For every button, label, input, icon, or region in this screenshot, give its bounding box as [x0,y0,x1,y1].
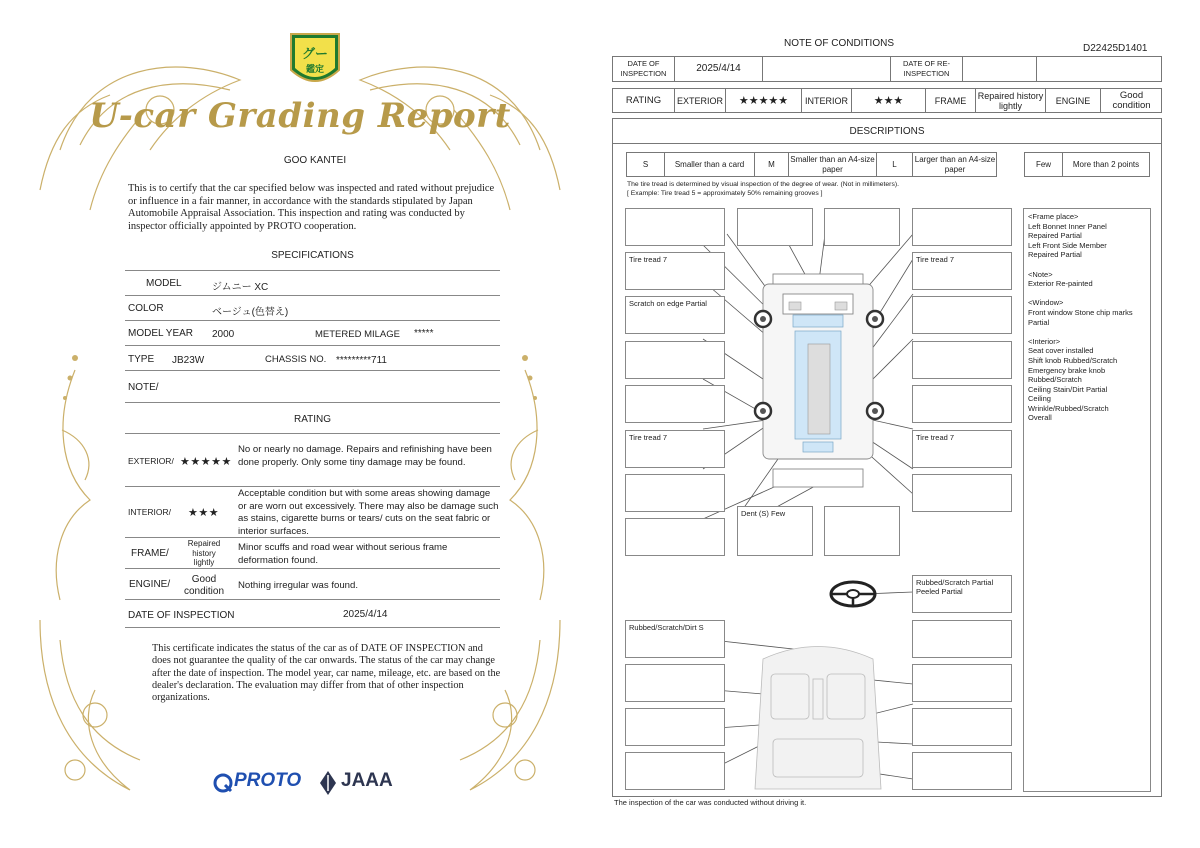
spec-row-model [125,271,500,296]
date-of-inspection-label: DATE OF INSPECTION [613,57,675,81]
exterior-label: EXTERIOR [675,89,726,112]
frame-value: Repaired history lightly [187,539,221,567]
rating-row-exterior [125,434,500,487]
report-title: U-car Grading Report [89,96,511,136]
rating-table [612,88,1162,113]
exterior-stars: ★★★★★ [726,89,802,112]
empty-cell [763,57,891,81]
legend-m: M [755,153,789,176]
color-label: COLOR [128,303,164,314]
exterior-description: No or nearly no damage. Repairs and refinishing have been done properly. Only some tiny damage may be found. [238,444,492,468]
proto-q-icon [213,773,233,793]
model-label: MODEL [146,278,182,289]
steering-wheel-icon [831,582,875,606]
disclaimer-text: This certificate indicates the status of the car as of DATE OF INSPECTION and does not guarantee the quality of the car onwards. The status of the car may change after the date of inspection. The model year, car name, mileage, etc. are based on the dealer's declaration. The evaluation may differ from that of other inspection organizations. [152,643,501,704]
ann-scratch-edge: Scratch on edge Partial [625,296,725,334]
legend-few-text: More than 2 points [1072,159,1140,169]
interior-stars: ★★★ [852,89,926,112]
model-year-label: MODEL YEAR [128,328,194,339]
spec-row-type [125,346,500,371]
ann-box [912,664,1012,702]
legend-few: Few [1025,153,1063,176]
ann-box [912,208,1012,246]
legend-s-text: Smaller than a card [665,153,755,176]
color-value: ベージュ(色替え) [212,307,289,318]
model-value: ジムニー XC [212,282,269,293]
legend-s: S [627,153,665,176]
ann-box [625,474,725,512]
model-year-value: 2000 [212,329,235,340]
frame-label: FRAME [926,89,976,112]
svg-text:鑑定: 鑑定 [305,65,325,75]
ann-tire-front-right: Tire tread 7 [912,252,1012,290]
ann-box [737,208,813,246]
inspection-date-label: DATE OF INSPECTION [128,610,235,621]
note-label: NOTE/ [128,382,159,393]
frame-label: FRAME/ [131,548,169,559]
rating-label: RATING [613,89,675,112]
ann-tire-rear-right: Tire tread 7 [912,430,1012,468]
reinspection-label: DATE OF RE-INSPECTION [891,57,963,81]
exterior-label: EXTERIOR/ [128,456,174,466]
jaaa-mark-icon [318,770,338,796]
ann-box [625,752,725,790]
engine-label: ENGINE [1046,89,1101,112]
engine-value: Good condition [1112,89,1151,111]
ann-box [824,506,900,556]
ann-dent: Dent (S) Few [737,506,813,556]
frame-description: Minor scuffs and road wear without serious frame deformation found. [238,542,448,566]
ann-box [625,664,725,702]
type-value: JB23W [172,355,205,366]
ann-steering: Rubbed/Scratch Partial Peeled Partial [912,575,1012,613]
ann-box [912,385,1012,423]
ann-box [912,620,1012,658]
ann-box [912,296,1012,334]
date-of-inspection-value: 2025/4/14 [675,57,763,81]
ann-tire-rear-left: Tire tread 7 [625,430,725,468]
jaaa-logo: JAAA [341,770,393,791]
svg-text:グー: グー [301,47,329,62]
dates-table [612,56,1162,82]
legend-l-text: Larger than an A4-size paper [914,154,996,174]
certify-text: This is to certify that the car specified below was inspected and rated without prejudice or influence in a fair manner, in accordance with the standards stipulated by Japan Automobile Appraisal Association. This inspection and rating was conducted by inspector officially appointed by PROTO cooperation. [128,183,495,232]
inspection-date-row [125,600,500,628]
interior-label: INTERIOR [802,89,852,112]
engine-value: Good condition [183,574,225,597]
exterior-stars: ★★★★★ [180,456,232,468]
ann-box [912,474,1012,512]
proto-logo: PROTO [234,770,302,791]
ann-box [912,341,1012,379]
specifications-heading: SPECIFICATIONS [271,250,354,261]
chassis-value: *********711 [336,355,387,366]
descriptions-heading: DESCRIPTIONS [613,119,1161,144]
frame-notes-box: <Frame place> Left Bonnet Inner Panel Repaired Partial Left Front Side Member Repaired Partial <Note> Exterior Re-painted <Window> Front window Stone chip marks Partial <Interior> Seat cover installed Shift knob Rubbed/Scratch Emergency brake knob Rubbed/Scratch Ceiling Stain/Dirt Partial Ceiling Wrinkle/Rubbed/Scratch Overall [1023,208,1151,792]
chassis-label: CHASSIS NO. [265,354,327,365]
descriptions-panel [612,118,1162,797]
ann-box [625,518,725,556]
rating-heading: RATING [293,414,332,425]
interior-label: INTERIOR/ [128,507,171,517]
sheet-title: NOTE OF CONDITIONS [784,38,894,49]
ann-box [912,708,1012,746]
report-subtitle: GOO KANTEI [283,155,347,166]
footer-note: The inspection of the car was conducted without driving it. [614,798,807,807]
metered-value: ***** [414,328,434,339]
engine-description: Nothing irregular was found. [238,580,358,591]
ann-box [625,708,725,746]
rating-row-interior [125,487,500,538]
interior-description: Acceptable condition but with some areas showing damage or are worn out excessively. There may also be damage such as stains, cigarette burns or tears/ cuts on the seat fabric or interior surfaces. [238,488,499,537]
spec-row-note [125,371,500,403]
ann-box [625,208,725,246]
spec-row-year [125,321,500,346]
ann-box [625,341,725,379]
ann-box [824,208,900,246]
inspection-date-value: 2025/4/14 [343,609,388,620]
document-code: D22425D1401 [1083,43,1148,54]
reinspection-value [963,57,1037,81]
frame-value: Repaired history lightly [976,89,1046,112]
ann-interior-rubbed: Rubbed/Scratch/Dirt S [625,620,725,658]
ann-tire-front-left: Tire tread 7 [625,252,725,290]
spec-row-color [125,296,500,321]
tread-note-line-1: The tire tread is determined by visual inspection of the degree of wear. (Not in millimeters). [627,181,899,188]
engine-label: ENGINE/ [129,579,171,590]
rating-row-frame [125,538,500,569]
goo-kantei-badge-icon [287,30,343,92]
legend-l: L [877,153,913,176]
ann-box [912,752,1012,790]
legend-m-text: Smaller than an A4-size paper [789,153,877,176]
ann-box [625,385,725,423]
metered-label: METERED MILAGE [315,329,400,340]
type-label: TYPE [128,354,155,365]
tread-note-line-2: [ Example: Tire tread 5 = approximately 50% remaining grooves ] [627,190,823,197]
interior-stars: ★★★ [188,507,220,519]
rating-row-engine [125,569,500,600]
note-of-conditions-sheet [600,0,1200,848]
